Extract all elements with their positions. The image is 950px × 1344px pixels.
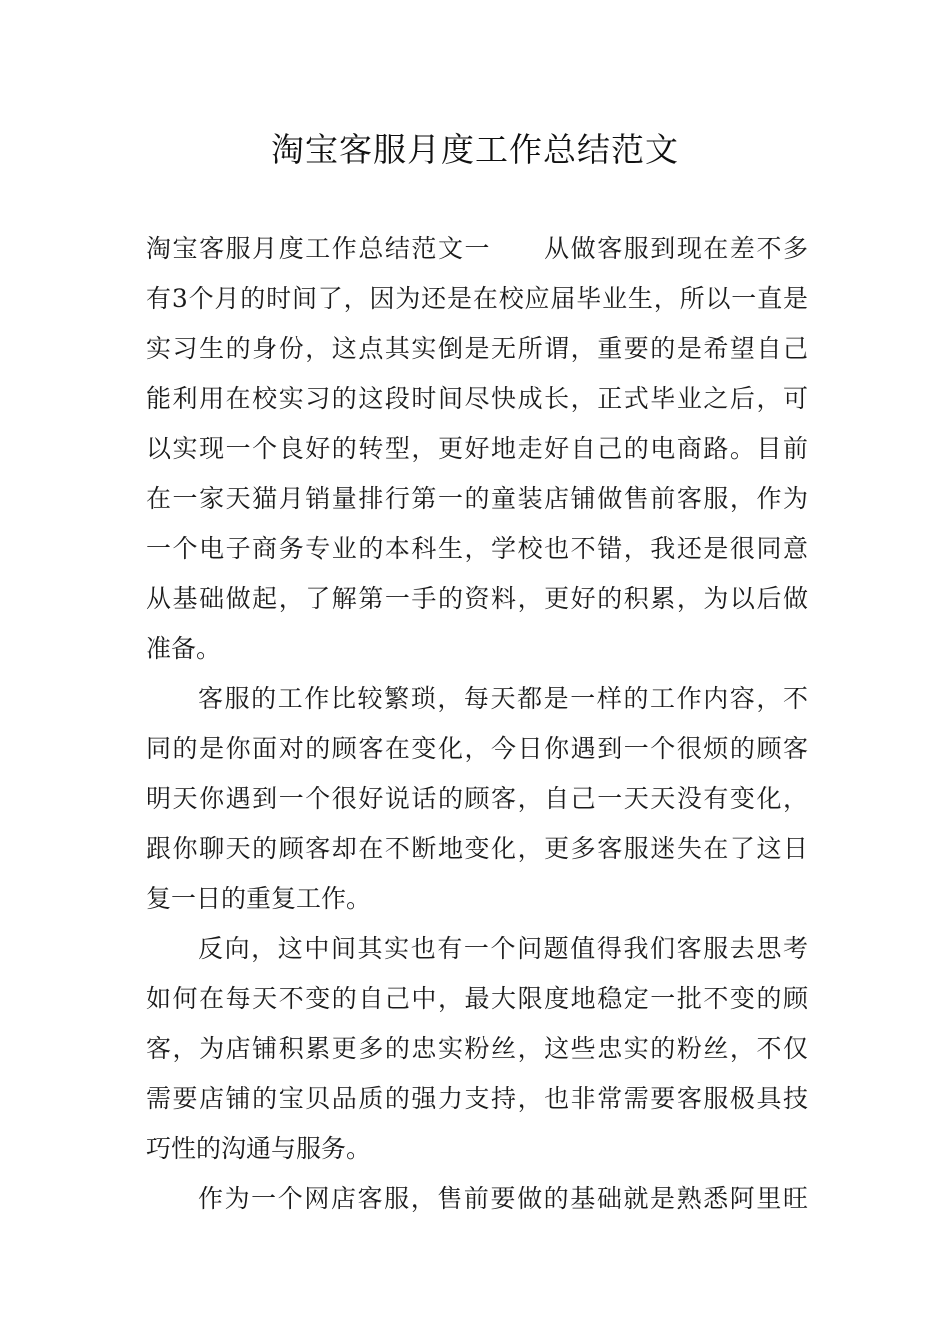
- body-line: 跟你聊天的顾客却在不断地变化，更多客服迷失在了这日: [146, 834, 808, 863]
- body-line: 一个电子商务专业的本科生，学校也不错，我还是很同意: [146, 534, 808, 563]
- body-line: 从基础做起，了解第一手的资料，更好的积累，为以后做: [146, 584, 808, 613]
- body-line: 准备。: [146, 634, 222, 663]
- body-line: 需要店铺的宝贝品质的强力支持，也非常需要客服极具技: [146, 1084, 808, 1113]
- body-line: 在一家天猫月销量排行第一的童装店铺做售前客服，作为: [146, 484, 808, 513]
- body-line: 巧性的沟通与服务。: [146, 1134, 372, 1163]
- body-line: 实习生的身份，这点其实倒是无所谓，重要的是希望自己: [146, 334, 808, 363]
- body-line: 能利用在校实习的这段时间尽快成长，正式毕业之后，可: [146, 384, 808, 413]
- body-line: 如何在每天不变的自己中，最大限度地稳定一批不变的顾: [146, 984, 808, 1013]
- document-body: [146, 224, 808, 1224]
- body-line: 反向，这中间其实也有一个问题值得我们客服去思考: [198, 934, 808, 963]
- body-line: 以实现一个良好的转型，更好地走好自己的电商路。目前: [146, 434, 808, 463]
- body-line: 明天你遇到一个很好说话的顾客，自己一天天没有变化，: [146, 784, 808, 813]
- body-line: 同的是你面对的顾客在变化，今日你遇到一个很烦的顾客: [146, 734, 808, 763]
- body-line: 客服的工作比较繁琐，每天都是一样的工作内容，不: [198, 684, 808, 713]
- document-title: 淘宝客服月度工作总结范文: [271, 130, 679, 169]
- body-line: 客，为店铺积累更多的忠实粉丝，这些忠实的粉丝，不仅: [146, 1034, 808, 1063]
- body-line: 作为一个网店客服，售前要做的基础就是熟悉阿里旺: [198, 1184, 808, 1213]
- body-line: 淘宝客服月度工作总结范文一 从做客服到现在差不多: [146, 234, 808, 263]
- body-line: 有3个月的时间了，因为还是在校应届毕业生，所以一直是: [146, 284, 808, 313]
- body-line: 复一日的重复工作。: [146, 884, 372, 913]
